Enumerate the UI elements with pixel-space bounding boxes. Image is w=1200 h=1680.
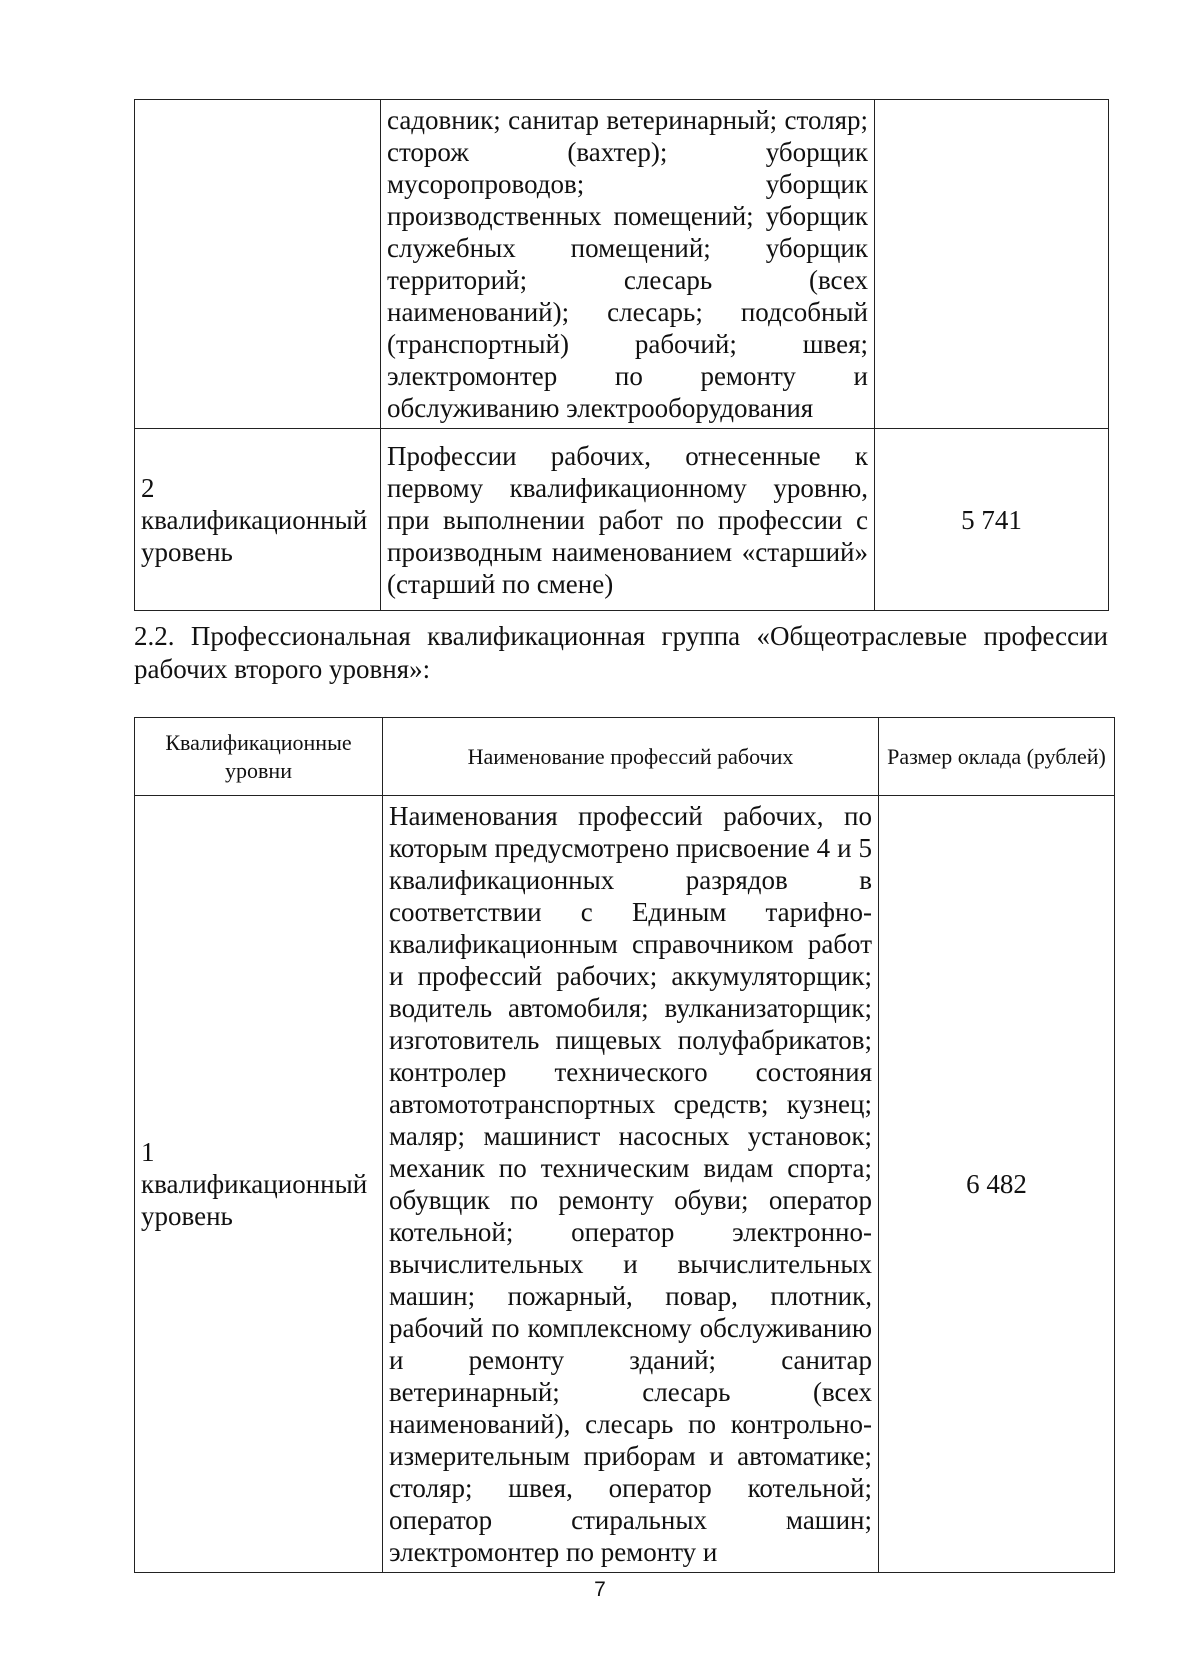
header-profession-names: Наименование профессий рабочих <box>383 718 879 796</box>
section-heading: 2.2. Профессиональная квалификационная группа «Общеотраслевые профессии рабочих второго уровня»: <box>134 621 1108 684</box>
professions-cell: Профессии рабочих, отнесенные к первому квалификационному уровню, при выполнении работ по профессии с производным наименованием «старший» (старший по смене) <box>381 429 875 611</box>
professions-cell: Наименования профессий рабочих, по которым предусмотрено присвоение 4 и 5 квалификационных разрядов в соответствии с Единым тарифно-квалификационным справочником работ и профессий рабочих; аккумуляторщик; водитель автомобиля; вулканизаторщик; изготовитель пищевых полуфабрикатов; контролер технического состояния автомототранспортных средств; кузнец; маляр; машинист насосных установок; механик по техническим видам спорта; обувщик по ремонту обуви; оператор котельной; оператор электронно-вычислительных и вычислительных машин; пожарный, повар, плотник, рабочий по комплексному обслуживанию и ремонту зданий; санитар ветеринарный; слесарь (всех наименований), слесарь по контрольно-измерительным приборам и автоматике; столяр; швея, оператор котельной; оператор стиральных машин; электромонтер по ремонту и <box>383 796 879 1573</box>
salary-table <box>134 717 1115 1573</box>
salary-table-continuation <box>134 99 1109 611</box>
salary-cell: 6 482 <box>879 796 1115 1573</box>
qualification-level-cell: 2 квалификационный уровень <box>135 429 381 611</box>
header-salary: Размер оклада (рублей) <box>879 718 1115 796</box>
qualification-level-cell: 1 квалификационный уровень <box>135 796 383 1573</box>
salary-cell: 5 741 <box>875 429 1109 611</box>
table-row <box>135 100 1109 429</box>
header-qualification-levels: Квалификационные уровни <box>135 718 383 796</box>
salary-cell <box>875 100 1109 429</box>
page-number: 7 <box>594 1578 606 1601</box>
table-row <box>135 796 1115 1573</box>
qualification-level-cell <box>135 100 381 429</box>
table-header-row <box>135 718 1115 796</box>
table-row <box>135 429 1109 611</box>
professions-cell: садовник; санитар ветеринарный; столяр; сторож (вахтер); уборщик мусоропроводов; уборщик производственных помещений; уборщик служебных помещений; уборщик территорий; слесарь (всех наименований); слесарь; подсобный (транспортный) рабочий; швея; электромонтер по ремонту и обслуживанию электрооборудования <box>381 100 875 429</box>
